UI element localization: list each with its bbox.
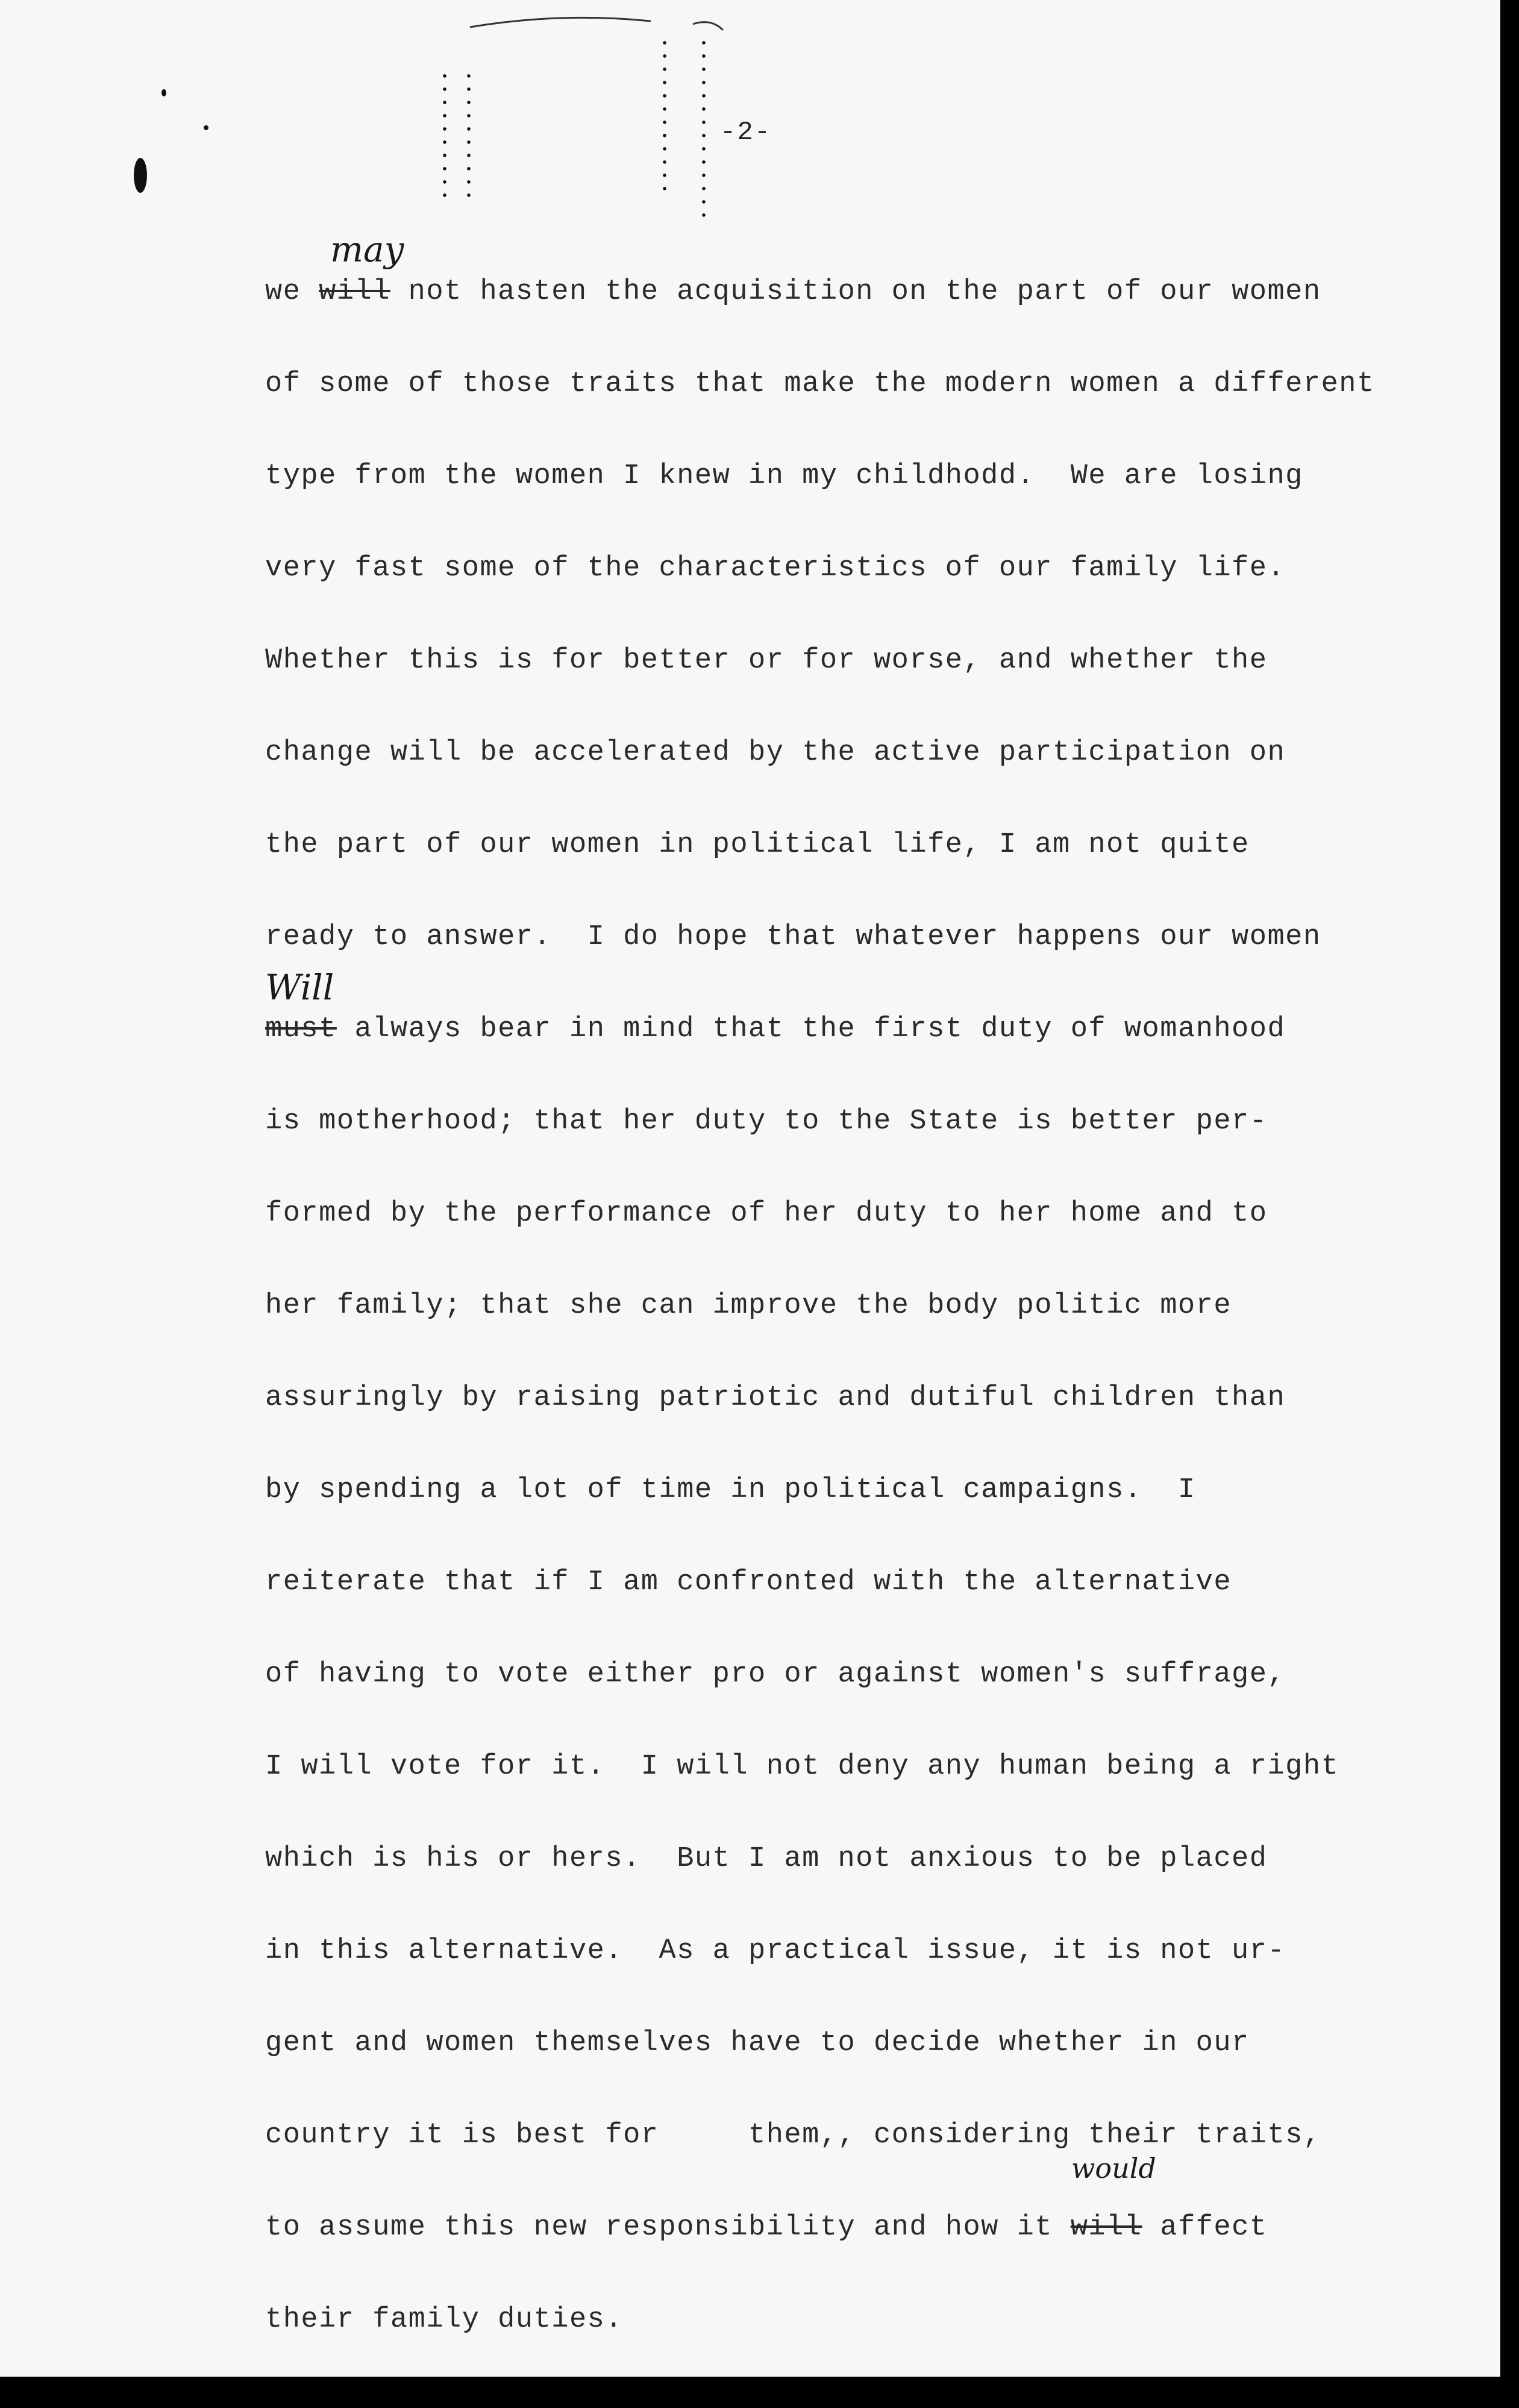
text-line-2: of some of those traits that make the modern women a different (265, 368, 1375, 400)
text-line-3: type from the women I knew in my childhodd. We are losing (265, 460, 1303, 492)
handwritten-will: Will (265, 967, 334, 1008)
text-line-14: by spending a lot of time in political campaigns. I (265, 1474, 1196, 1506)
text-line-9: must always bear in mind that the first duty of womanhood (265, 1013, 1286, 1045)
text-line-11: formed by the performance of her duty to her home and to (265, 1198, 1268, 1230)
text-line-12: her family; that she can improve the body politic more (265, 1290, 1232, 1322)
punch-marks (467, 69, 471, 202)
text-line-22: to assume this new responsibility and how it will affect (265, 2212, 1268, 2244)
text-line-18: which is his or hers. But I am not anxious to be placed (265, 1843, 1268, 1875)
text-line-15: reiterate that if I am confronted with the alternative (265, 1566, 1232, 1598)
punch-marks (443, 69, 446, 202)
text-line-19: in this alternative. As a practical issue, it is not ur- (265, 1935, 1286, 1967)
text-line-1: we will not hasten the acquisition on the part of our women (265, 276, 1321, 308)
text-line-20: gent and women themselves have to decide whether in our (265, 2027, 1250, 2059)
punch-marks (663, 36, 666, 193)
punch-marks (702, 36, 706, 217)
struck-word: will (1070, 2212, 1142, 2244)
text-line-7: the part of our women in political life, I am not quite (265, 829, 1250, 861)
struck-word: must (265, 1013, 337, 1045)
handwritten-would: would (1071, 2152, 1156, 2184)
struck-word: will (319, 276, 390, 308)
text-line-16: of having to vote either pro or against women's suffrage, (265, 1659, 1286, 1690)
text-line-4: very fast some of the characteristics of our family life. (265, 552, 1286, 584)
text-line-10: is motherhood; that her duty to the State is better per- (265, 1105, 1268, 1137)
text-line-23: their family duties. (265, 2304, 624, 2336)
page-number: -2- (720, 117, 772, 148)
text-line-8: ready to answer. I do hope that whatever happens our women (265, 921, 1321, 953)
text-line-6: change will be accelerated by the active participation on (265, 737, 1286, 769)
text-line-13: assuringly by raising patriotic and dutiful children than (265, 1382, 1286, 1414)
ink-dot (204, 125, 208, 130)
handwritten-may: may (330, 229, 404, 270)
text-line-21: country it is best for them,, considering their traits, (265, 2119, 1321, 2151)
text-line-17: I will vote for it. I will not deny any human being a right (265, 1751, 1339, 1783)
text-line-5: Whether this is for better or for worse, and whether the (265, 645, 1268, 677)
ink-blot (134, 158, 147, 193)
ink-dot (161, 89, 166, 96)
